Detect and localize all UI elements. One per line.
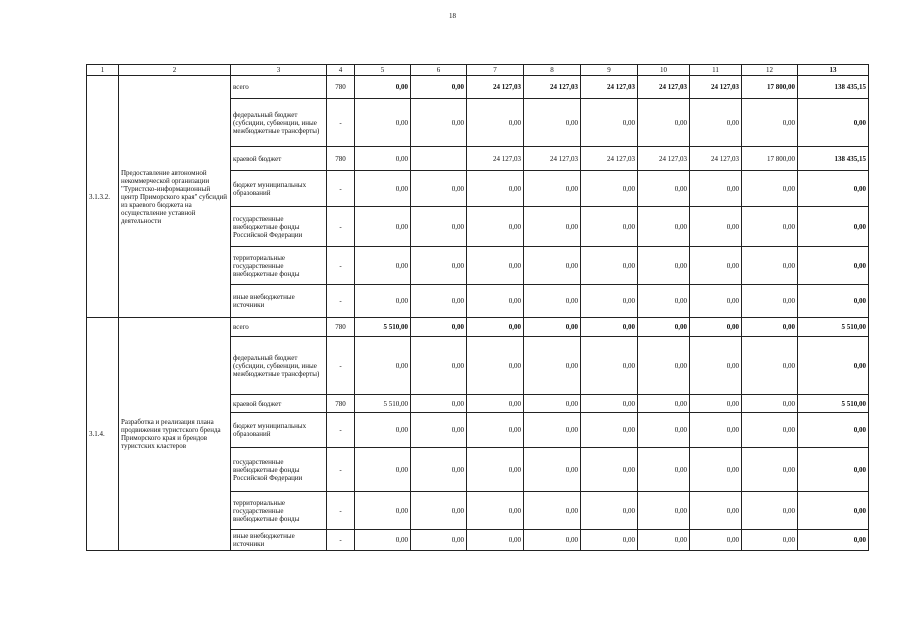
grbs-code: -: [327, 207, 355, 247]
year-value: 24 127,03: [581, 76, 638, 99]
year-value: 0,00: [355, 247, 411, 285]
year-value: 0,00: [524, 99, 581, 147]
year-value: 0,00: [742, 207, 798, 247]
year-value: 0,00: [524, 492, 581, 530]
year-value: 0,00: [581, 337, 638, 395]
year-value: 0,00: [690, 207, 742, 247]
year-value: 0,00: [411, 99, 467, 147]
year-value: 0,00: [581, 395, 638, 413]
total-value: 0,00: [798, 448, 869, 492]
total-value: 0,00: [798, 413, 869, 448]
header-cell: 6: [411, 65, 467, 76]
total-value: 0,00: [798, 171, 869, 207]
year-value: 0,00: [581, 318, 638, 337]
year-value: 0,00: [411, 207, 467, 247]
year-value: 0,00: [638, 492, 690, 530]
total-value: 0,00: [798, 530, 869, 551]
year-value: 0,00: [355, 76, 411, 99]
year-value: 0,00: [411, 492, 467, 530]
year-value: 0,00: [581, 285, 638, 318]
year-value: 0,00: [467, 337, 524, 395]
header-cell: 10: [638, 65, 690, 76]
year-value: 0,00: [638, 337, 690, 395]
year-value: 0,00: [742, 413, 798, 448]
total-value: 138 435,15: [798, 147, 869, 171]
total-value: 5 510,00: [798, 395, 869, 413]
year-value: 0,00: [411, 171, 467, 207]
year-value: 0,00: [742, 247, 798, 285]
year-value: 5 510,00: [355, 395, 411, 413]
year-value: 0,00: [638, 318, 690, 337]
year-value: 0,00: [690, 247, 742, 285]
funding-source: федеральный бюджет (субсидии, субвенции, иные межбюджетные трансферты): [231, 99, 327, 147]
header-cell: 4: [327, 65, 355, 76]
year-value: 0,00: [742, 448, 798, 492]
year-value: 0,00: [524, 337, 581, 395]
total-value: 5 510,00: [798, 318, 869, 337]
year-value: 0,00: [690, 318, 742, 337]
funding-source: краевой бюджет: [231, 147, 327, 171]
grbs-code: -: [327, 413, 355, 448]
year-value: 0,00: [581, 99, 638, 147]
year-value: 0,00: [467, 207, 524, 247]
header-cell: 2: [119, 65, 231, 76]
funding-source: государственные внебюджетные фонды Российской Федерации: [231, 207, 327, 247]
year-value: 0,00: [411, 448, 467, 492]
funding-source: бюджет муниципальных образований: [231, 413, 327, 448]
grbs-code: -: [327, 247, 355, 285]
year-value: 0,00: [638, 285, 690, 318]
table-row: [87, 318, 869, 337]
year-value: 5 510,00: [355, 318, 411, 337]
year-value: 0,00: [524, 413, 581, 448]
grbs-code: 780: [327, 76, 355, 99]
funding-source: всего: [231, 318, 327, 337]
year-value: 0,00: [638, 448, 690, 492]
total-value: 0,00: [798, 99, 869, 147]
year-value: 17 800,00: [742, 147, 798, 171]
section-description: Предоставление автономной некоммерческой организации "Туристско-информационный центр Приморского края" субсидий из краевого бюджета на осуществление уставной деятельности: [119, 76, 231, 318]
grbs-code: -: [327, 448, 355, 492]
total-value: 0,00: [798, 492, 869, 530]
header-cell: 13: [798, 65, 869, 76]
year-value: [411, 147, 467, 171]
grbs-code: -: [327, 99, 355, 147]
grbs-code: -: [327, 285, 355, 318]
year-value: 24 127,03: [467, 76, 524, 99]
year-value: 0,00: [690, 492, 742, 530]
year-value: 0,00: [638, 413, 690, 448]
header-cell: 8: [524, 65, 581, 76]
year-value: 0,00: [467, 530, 524, 551]
year-value: 0,00: [467, 492, 524, 530]
year-value: 0,00: [467, 413, 524, 448]
funding-source: территориальные государственные внебюджетные фонды: [231, 247, 327, 285]
year-value: 0,00: [411, 318, 467, 337]
year-value: 0,00: [742, 395, 798, 413]
header-cell: 7: [467, 65, 524, 76]
year-value: 0,00: [742, 492, 798, 530]
year-value: 0,00: [467, 99, 524, 147]
year-value: 0,00: [638, 171, 690, 207]
grbs-code: -: [327, 337, 355, 395]
year-value: 0,00: [355, 207, 411, 247]
year-value: 0,00: [355, 147, 411, 171]
funding-source: государственные внебюджетные фонды Российской Федерации: [231, 448, 327, 492]
page-number: 18: [449, 12, 456, 20]
year-value: 0,00: [524, 207, 581, 247]
year-value: 0,00: [690, 395, 742, 413]
section-description: Разработка и реализация плана продвижения туристского бренда Приморского края и брендов туристских кластеров: [119, 318, 231, 551]
year-value: 0,00: [524, 530, 581, 551]
year-value: 0,00: [467, 285, 524, 318]
header-cell: 3: [231, 65, 327, 76]
year-value: 0,00: [411, 395, 467, 413]
year-value: 0,00: [467, 395, 524, 413]
year-value: 0,00: [467, 171, 524, 207]
year-value: 0,00: [638, 530, 690, 551]
year-value: 0,00: [742, 99, 798, 147]
grbs-code: 780: [327, 147, 355, 171]
year-value: 24 127,03: [524, 76, 581, 99]
budget-table: [86, 64, 869, 551]
funding-source: иные внебюджетные источники: [231, 285, 327, 318]
year-value: 0,00: [581, 448, 638, 492]
year-value: 0,00: [690, 171, 742, 207]
total-value: 0,00: [798, 247, 869, 285]
funding-source: иные внебюджетные источники: [231, 530, 327, 551]
year-value: 0,00: [524, 171, 581, 207]
year-value: 17 800,00: [742, 76, 798, 99]
table-row: [87, 76, 869, 99]
year-value: 0,00: [524, 318, 581, 337]
year-value: 24 127,03: [638, 147, 690, 171]
year-value: 0,00: [690, 530, 742, 551]
funding-source: краевой бюджет: [231, 395, 327, 413]
section-code: 3.1.3.2.: [87, 76, 119, 318]
header-cell: 9: [581, 65, 638, 76]
year-value: 0,00: [355, 337, 411, 395]
year-value: 0,00: [355, 448, 411, 492]
year-value: 0,00: [467, 448, 524, 492]
year-value: 0,00: [581, 492, 638, 530]
funding-source: федеральный бюджет (субсидии, субвенции, иные межбюджетные трансферты): [231, 337, 327, 395]
year-value: 0,00: [524, 247, 581, 285]
year-value: 0,00: [742, 530, 798, 551]
year-value: 0,00: [524, 395, 581, 413]
year-value: 0,00: [411, 285, 467, 318]
year-value: 0,00: [524, 285, 581, 318]
total-value: 138 435,15: [798, 76, 869, 99]
year-value: 0,00: [524, 448, 581, 492]
year-value: 0,00: [467, 247, 524, 285]
total-value: 0,00: [798, 207, 869, 247]
year-value: 0,00: [690, 99, 742, 147]
year-value: 0,00: [581, 247, 638, 285]
year-value: 24 127,03: [690, 76, 742, 99]
grbs-code: -: [327, 530, 355, 551]
year-value: 0,00: [638, 395, 690, 413]
year-value: 0,00: [355, 99, 411, 147]
year-value: 0,00: [411, 530, 467, 551]
year-value: 24 127,03: [638, 76, 690, 99]
header-cell: 12: [742, 65, 798, 76]
year-value: 0,00: [467, 318, 524, 337]
section-code: 3.1.4.: [87, 318, 119, 551]
year-value: 0,00: [742, 171, 798, 207]
year-value: 24 127,03: [581, 147, 638, 171]
year-value: 0,00: [690, 285, 742, 318]
year-value: 0,00: [411, 337, 467, 395]
grbs-code: 780: [327, 395, 355, 413]
header-cell: 5: [355, 65, 411, 76]
year-value: 0,00: [581, 207, 638, 247]
year-value: 0,00: [411, 413, 467, 448]
header-cell: 11: [690, 65, 742, 76]
year-value: 24 127,03: [467, 147, 524, 171]
header-cell: 1: [87, 65, 119, 76]
year-value: 0,00: [581, 413, 638, 448]
total-value: 0,00: [798, 337, 869, 395]
year-value: 0,00: [355, 492, 411, 530]
year-value: 0,00: [690, 448, 742, 492]
year-value: 0,00: [411, 76, 467, 99]
year-value: 0,00: [355, 413, 411, 448]
year-value: 0,00: [690, 413, 742, 448]
year-value: 0,00: [581, 530, 638, 551]
year-value: 0,00: [638, 99, 690, 147]
funding-source: всего: [231, 76, 327, 99]
grbs-code: 780: [327, 318, 355, 337]
year-value: 24 127,03: [690, 147, 742, 171]
year-value: 24 127,03: [524, 147, 581, 171]
funding-source: территориальные государственные внебюджетные фонды: [231, 492, 327, 530]
grbs-code: -: [327, 171, 355, 207]
year-value: 0,00: [411, 247, 467, 285]
total-value: 0,00: [798, 285, 869, 318]
year-value: 0,00: [638, 207, 690, 247]
year-value: 0,00: [690, 337, 742, 395]
year-value: 0,00: [742, 285, 798, 318]
year-value: 0,00: [355, 285, 411, 318]
year-value: 0,00: [581, 171, 638, 207]
funding-source: бюджет муниципальных образований: [231, 171, 327, 207]
year-value: 0,00: [742, 337, 798, 395]
year-value: 0,00: [355, 171, 411, 207]
year-value: 0,00: [638, 247, 690, 285]
year-value: 0,00: [742, 318, 798, 337]
header-row: [87, 65, 869, 76]
grbs-code: -: [327, 492, 355, 530]
year-value: 0,00: [355, 530, 411, 551]
